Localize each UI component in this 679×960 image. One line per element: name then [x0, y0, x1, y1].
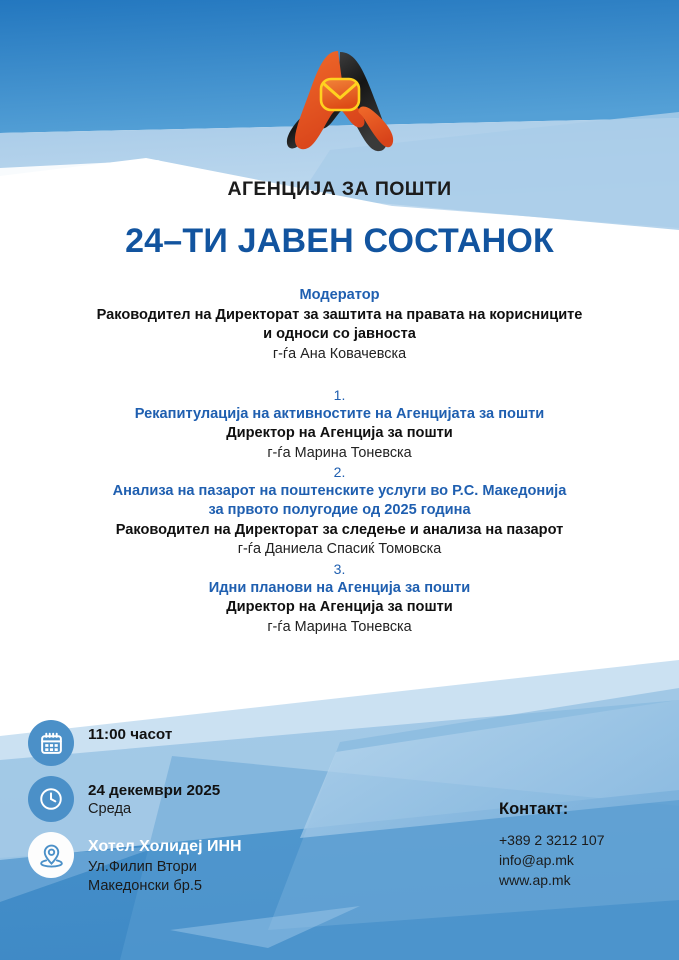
moderator-name: г-ѓа Ана Ковачевска: [272, 345, 407, 362]
calendar-icon: [28, 720, 74, 766]
spacer: [34, 364, 645, 386]
program-item-role: Раководител на Директорат за следење и анализа на пазарот: [115, 521, 564, 538]
contact-title: Контакт:: [499, 800, 569, 818]
detail-text: [88, 720, 172, 744]
moderator-role-line-2: и односи со јавноста: [263, 326, 416, 343]
clock-icon: [28, 776, 74, 822]
program-item-topic: Идни планови на Агенција за пошти: [208, 579, 471, 596]
contact-email: info@ap.mk: [499, 852, 574, 869]
event-details: [28, 720, 358, 902]
program-item-topic: Рекапитулација на активностите на Агенцијата за пошти: [134, 405, 545, 422]
contact-phone: +389 2 3212 107: [499, 832, 605, 848]
detail-row-time: [28, 720, 358, 766]
program-list: [34, 286, 645, 637]
program-item-number: 1.: [333, 386, 346, 403]
venue-address-line-1: Ул.Филип Втори: [88, 858, 197, 875]
program-item: [34, 560, 645, 637]
event-date: 24 декември 2025: [88, 782, 221, 799]
contact-block: [499, 800, 674, 890]
program-item-speaker: г-ѓа Марина Тоневска: [267, 618, 412, 635]
event-time: 11:00 часот: [88, 726, 173, 743]
program-item: [34, 463, 645, 560]
program-item-role: Директор на Агенција за пошти: [226, 425, 453, 442]
contact-website: www.ap.mk: [499, 872, 571, 889]
venue-address-line-2: Македонски бр.5: [88, 877, 203, 894]
program-item-number: 3.: [333, 560, 346, 577]
moderator-role-line-1: Раководител на Директорат за заштита на правата на корисниците: [96, 306, 583, 323]
detail-row-venue: [28, 832, 358, 896]
detail-text: [88, 776, 220, 819]
envelope-icon: [321, 79, 359, 110]
venue-name: Хотел Холидеј ИНН: [88, 838, 242, 855]
program-item-topic: Анализа на пазарот на поштенските услуги во Р.С. Македонија: [112, 482, 567, 499]
program-item-number: 2.: [333, 464, 346, 481]
detail-text: [88, 832, 242, 896]
detail-row-date: [28, 776, 358, 822]
program-item-speaker: г-ѓа Марина Тоневска: [267, 444, 412, 461]
logo-container: [0, 44, 679, 164]
program-item-role: Директор на Агенција за пошти: [226, 599, 453, 616]
program-item: [34, 386, 645, 463]
program-item-speaker: г-ѓа Даниела Спасиќ Томовска: [237, 541, 442, 558]
agency-a-envelope-logo: [281, 46, 399, 162]
event-weekday: Среда: [88, 801, 132, 817]
map-pin-icon: [28, 832, 74, 878]
program-item-topic-line-2: за првото полугодие од 2025 година: [208, 502, 471, 519]
moderator-label: Модератор: [299, 287, 380, 303]
page-title: 24–ТИ ЈАВЕН СОСТАНОК: [125, 222, 554, 260]
organization-name: АГЕНЦИЈА ЗА ПОШТИ: [227, 178, 452, 200]
